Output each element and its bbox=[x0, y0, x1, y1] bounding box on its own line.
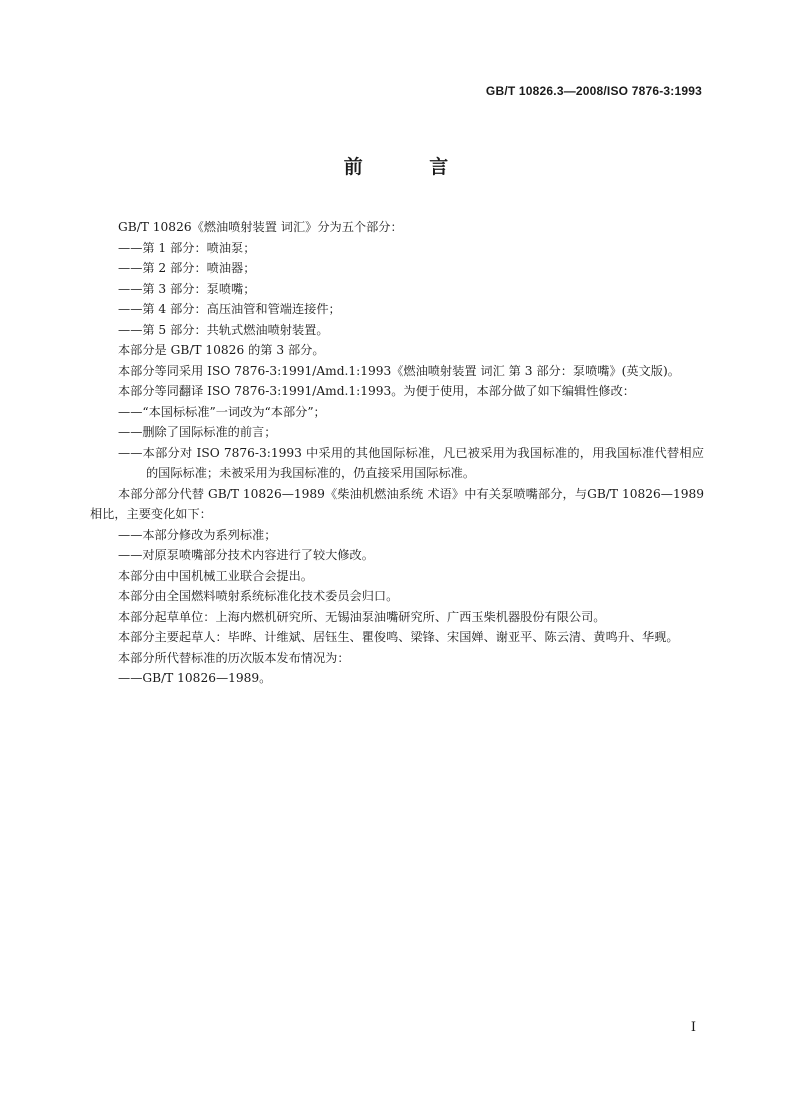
page-title: 前 言 bbox=[343, 156, 479, 178]
paragraph: 本部分由全国燃料喷射系统标准化技术委员会归口。 bbox=[118, 589, 399, 603]
paragraph: 本部分部分代替 GB/T 10826—1989《柴油机燃油系统 术语》中有关泵喷嘴部分，与GB/T 10826—1989 相比，主要变化如下： bbox=[90, 486, 704, 521]
paragraph: 本部分等同采用 ISO 7876-3:1991/Amd.1:1993《燃油喷射装置 词汇 第 3 部分：泵喷嘴》(英文版)。 bbox=[118, 363, 680, 378]
list-item: ——本部分修改为系列标准； bbox=[118, 527, 277, 542]
list-item: ——“本国标标准”一词改为“本部分”； bbox=[118, 404, 326, 419]
paragraph: 本部分等同翻译 ISO 7876-3:1991/Amd.1:1993。为便于使用，本部分做了如下编辑性修改： bbox=[118, 384, 635, 398]
paragraph: 本部分是 GB/T 10826 的第 3 部分。 bbox=[118, 343, 325, 357]
list-item: ——第 4 部分：高压油管和管端连接件； bbox=[118, 302, 341, 316]
list-item: ——第 5 部分：共轨式燃油喷射装置。 bbox=[118, 322, 329, 337]
paragraph: 本部分主要起草人：毕晔、计维斌、居钰生、瞿俊鸣、梁锋、宋国婵、谢亚平、陈云清、黄鸣升、华觋。 bbox=[118, 630, 679, 644]
standard-code-header: GB/T 10826.3—2008/ISO 7876-3:1993 bbox=[485, 84, 702, 98]
list-item: ——第 3 部分：泵喷嘴； bbox=[118, 281, 256, 296]
paragraph: 本部分所代替标准的历次版本发布情况为： bbox=[118, 650, 350, 665]
foreword-body bbox=[90, 217, 704, 689]
list-item: ——GB/T 10826—1989。 bbox=[118, 671, 272, 685]
paragraph: GB/T 10826《燃油喷射装置 词汇》分为五个部分： bbox=[118, 220, 403, 234]
paragraph: 本部分起草单位：上海内燃机研究所、无锡油泵油嘴研究所、广西玉柴机器股份有限公司。 bbox=[118, 609, 606, 624]
paragraph: 本部分由中国机械工业联合会提出。 bbox=[118, 568, 313, 583]
list-item: ——对原泵喷嘴部分技术内容进行了较大修改。 bbox=[118, 548, 374, 562]
page-number: I bbox=[690, 1020, 696, 1035]
list-item: ——删除了国际标准的前言； bbox=[118, 425, 277, 439]
list-item: ——第 2 部分：喷油器； bbox=[118, 261, 256, 275]
list-item: ——本部分对 ISO 7876-3:1993 中采用的其他国际标准，凡已被采用为我国标准的，用我国标准代替相应的国际标准；未被采用为我国标准的，仍直接采用国际标准。 bbox=[118, 445, 704, 480]
list-item: ——第 1 部分：喷油泵； bbox=[118, 240, 256, 255]
